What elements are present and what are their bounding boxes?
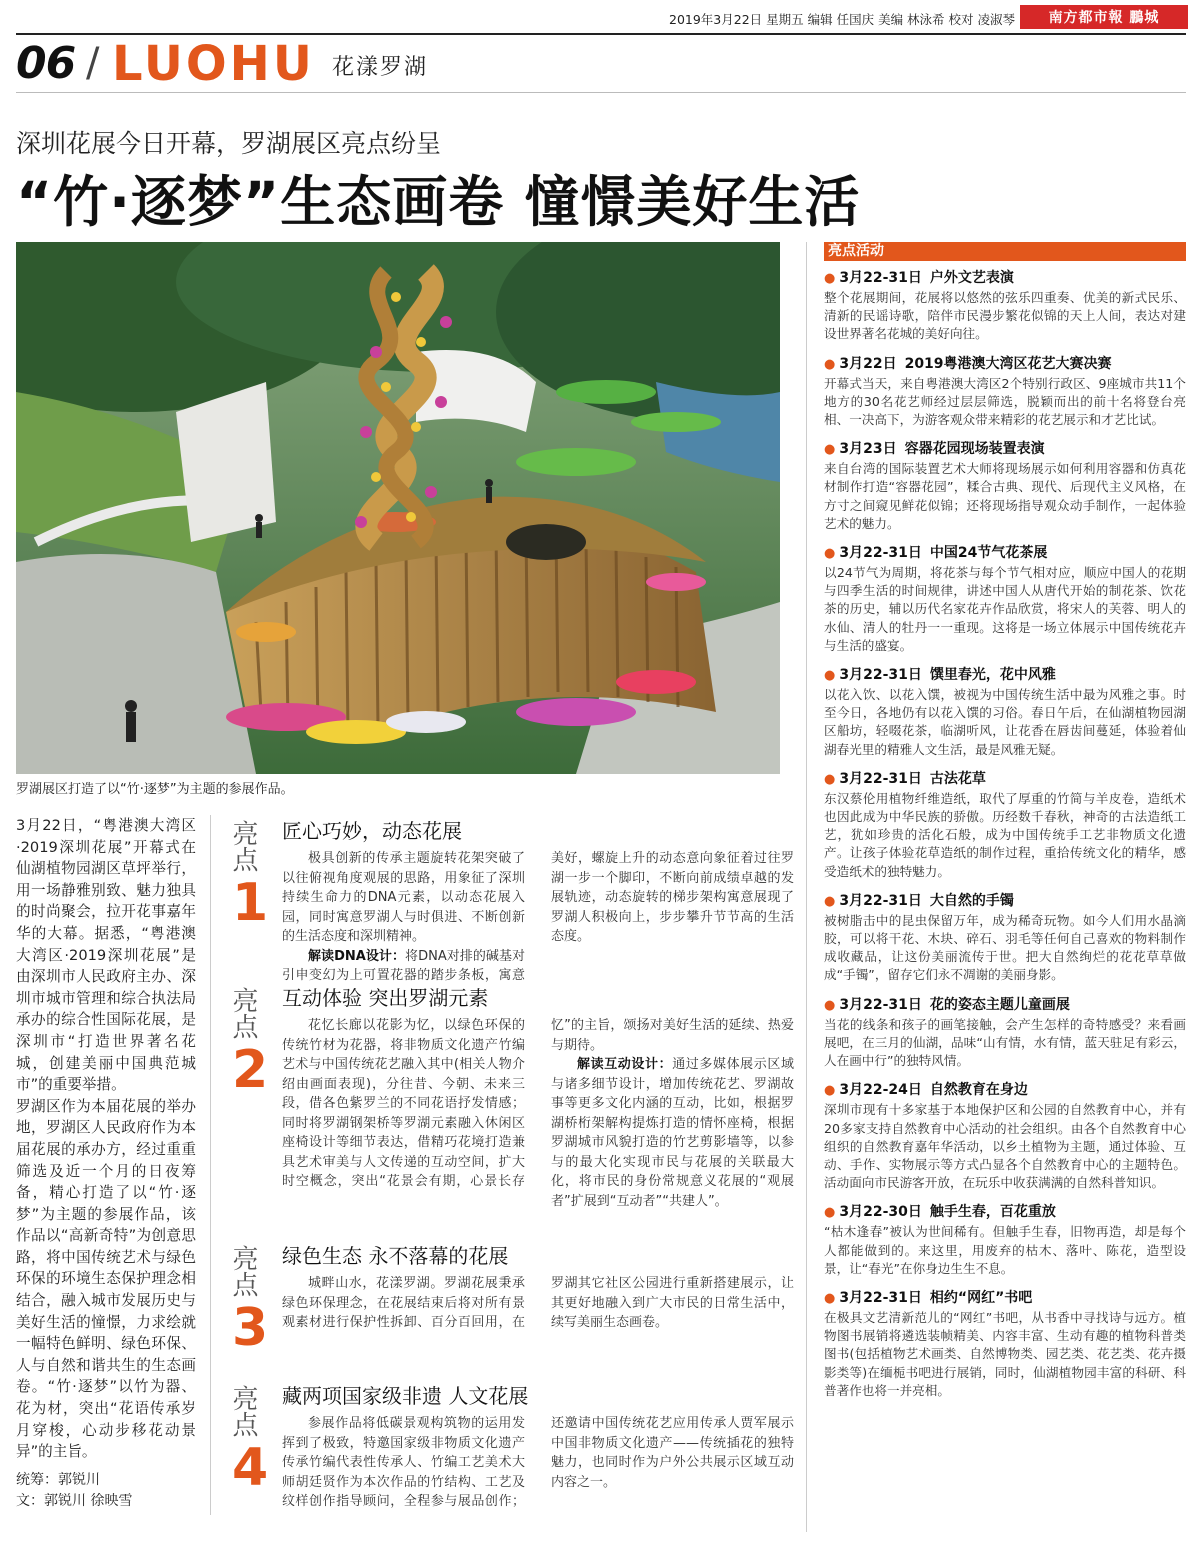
event-description: 被树脂击中的昆虫保留万年，成为稀奇玩物。如今人们用水晶滴胶，可以将干花、木块、碎石、羽毛等任何自己喜欢的物料制作成收藏品，让这份美丽流传于世。把大自然绚烂的花花草草做成“手镯”，留存它们永不凋谢的美丽身影。	[824, 912, 1186, 983]
event-title: 相约“网红”书吧	[929, 1289, 1033, 1306]
event-title-line	[824, 354, 1186, 375]
bullet-icon: ●	[824, 356, 836, 372]
highlight-paragraph: 花忆长廊以花影为忆，以绿色环保的传统竹材为花器，将非物质文化遗产竹编艺术与中国传统花艺融入其中(相关人物介绍由画面表现)，分往昔、今朝、未来三段，借各色紫罗兰的不同花语抒发情感；同时将罗湖钢架桥等罗湖元素融入休闲区座椅设计等细节表达，借精巧花境打造兼具艺术审美与人文传递的互动空间，扩大时空概念，突出“花景会有期，心景长存忆”的主旨，颂扬对美好生活的延续、热爱与期待。	[282, 1018, 794, 1189]
event-description: 以24节气为周期，将花茶与每个节气相对应，顺应中国人的花期与四季生活的时间规律，讲述中国人从唐代开始的制花茶、饮花茶的历史，辅以历代名家花卉作品欣赏，将宋人的芙蓉、明人的水仙、清人的牡丹一一重现。这将是一场立体展示中国传统花卉与生活的盛宴。	[824, 565, 1186, 653]
event-title: 2019粤港澳大湾区花艺大赛决赛	[904, 355, 1112, 372]
event-description: 开幕式当天，来自粤港澳大湾区2个特别行政区、9座城市共11个地方的30名花艺师经过层层筛选，脱颖而出的前十名将登台亮相、一决高下，为游客观众带来精彩的花艺展示和才艺比试。	[824, 375, 1186, 428]
bullet-icon: ●	[824, 1290, 836, 1306]
bullet-icon: ●	[824, 271, 836, 286]
event-item	[824, 1080, 1186, 1192]
event-item	[824, 1202, 1186, 1278]
event-item	[824, 891, 1186, 985]
highlight-number: 3	[232, 1298, 269, 1358]
highlight-4	[228, 1380, 794, 1530]
event-description: 当花的线条和孩子的画笔接触，会产生怎样的奇特感受？来看画展吧，在三月的仙湖，品味“山有情，水有情，蓝天驻足有彩云，人在画中行”的独特风情。	[824, 1016, 1186, 1069]
event-date: 3月22-31日	[839, 545, 922, 562]
highlight-body	[282, 1016, 794, 1211]
lead-text	[16, 815, 196, 1463]
highlight-body	[282, 1414, 794, 1512]
highlight-paragraph: 参展作品将低碳景观构筑物的运用发挥到了极致，特邀国家级非物质文化遗产传承竹编代表性传承人、竹编工艺美术大师胡廷贤作为本次作品的竹结构、工艺及纹样创作指导顾问，全程参与展品创作；还邀请中国传统花艺应用传承人贾军展示中国非物质文化遗产——传统插花的独特魅力，也同时作为户外公共展示区域互动内容之一。	[282, 1416, 794, 1509]
top-rule	[16, 33, 1186, 35]
event-title: 自然教育在身边	[929, 1082, 1028, 1099]
event-date: 3月23日	[839, 441, 897, 458]
event-description: 深圳市现有十多家基于本地保护区和公园的自然教育中心，并有20多家支持自然教育中心活动的社会组织。由各个自然教育中心组织的自然教育嘉年华活动，以乡土植物为主题，通过体验、互动、手作、实物展示等方式凸显各个自然教育中心的主题特色。活动面向市民游客开放，在玩乐中收获满满的自然科普知识。	[824, 1102, 1186, 1191]
event-title-line	[824, 1288, 1186, 1309]
highlight-body	[282, 849, 794, 986]
highlight-number: 4	[232, 1438, 269, 1498]
highlight-number: 2	[232, 1040, 269, 1100]
event-title: 户外文艺表演	[929, 270, 1014, 286]
event-description: 来自台湾的国际装置艺术大师将现场展示如何利用容器和仿真花材制作打造“容器花园”，糅合古典、现代、后现代主义风格，在方寸之间窥见鲜花似锦；还将现场指导观众动手制作，一起体验艺术的魅力。	[824, 461, 1186, 531]
event-title: 古法花草	[929, 770, 986, 787]
page-number: 06	[16, 38, 76, 89]
highlight-paragraph: 将DNA对排的碱基对引申变幻为上可置花器的踏步条板，寓意美好，螺旋上升的动态意向象征着过往罗湖一步一个脚印，不断向前成绩卓越的发展轨迹，动态旋转的梯步架构寓意展现了罗湖人积极向上，步步攀升节节高的生活态度。	[282, 851, 794, 983]
event-title: 大自然的手镯	[929, 892, 1014, 909]
event-date: 3月22-30日	[839, 1204, 922, 1221]
highlight-paragraph: 城畔山水，花漾罗湖。罗湖花展秉承绿色环保理念，在花展结束后将对所有景观素材进行保护性拆卸、百分百回用，在罗湖其它社区公园进行重新搭建展示，让其更好地融入到广大市民的日常生活中，续写美丽生态画卷。	[282, 1276, 794, 1330]
photo-caption: 罗湖展区打造了以“竹·逐梦”为主题的参展作品。	[16, 782, 294, 797]
credit-text: 文：郭锐川 徐映雪	[16, 1493, 133, 1509]
event-title-line	[824, 891, 1186, 912]
highlight-3	[228, 1240, 794, 1360]
headline: “竹·逐梦”生态画卷 憧憬美好生活	[16, 170, 861, 234]
highlight-paragraph: 通过多媒体展示区域与诸多细节设计，增加传统花艺、罗湖故事等更多文化内涵的互动，比如，根据罗湖桥桁架解构提炼打造的情怀座椅，根据罗湖城市风貌打造的竹艺剪影墙等，以参与的最大化实现市民与花展的关联最大化，将市民的身份常规意义花展的“观展者”扩展到“互动者”“共建人”。	[551, 1057, 794, 1209]
event-title-line	[824, 268, 1186, 289]
event-date: 3月22日	[839, 355, 897, 372]
event-description: 在极具文艺清新范儿的“网红”书吧，从书香中寻找诗与远方。植物图书展销将遴选装帧精美、内容丰富、生动有趣的植物科普类图书(包括植物艺术画类、自然博物类、园艺类、花艺类、花卉摄影类等)在缅栀书吧进行展销，同时，仙湖植物园丰富的科研、科普著作也将一并亮相。	[824, 1309, 1186, 1398]
highlight-label: 亮点	[228, 1245, 258, 1297]
event-description: 整个花展期间，花展将以悠然的弦乐四重奏、优美的新式民乐、清新的民谣诗歌，陪伴市民漫步繁花似锦的天上人间，表达对建设世界著名花城的美好向往。	[824, 290, 1186, 342]
bullet-icon: ●	[824, 1205, 836, 1221]
lead-paragraph: 罗湖区作为本届花展的举办地，罗湖区人民政府作为本届花展的承办方，经过重重筛选及近一个月的日夜筹备，精心打造了以“竹·逐梦”为主题的参展作品，该作品以“高新奇特”为创意思路，将中国传统艺术与绿色环保的环境生态保护理念相结合，融入城市发展历史与美好生活的憧憬，力求绘就一幅特色鲜明、绿色环保、人与自然和谐共生的生态画卷。“竹·逐梦”以竹为器、花为材，突出“花语传承岁月穿梭，心动步移花动景异”的主旨。	[16, 1097, 196, 1461]
highlight-title: 匠心巧妙，动态花展	[282, 819, 462, 843]
event-title: 馔里春光，花中风雅	[929, 667, 1056, 684]
column-rule	[806, 242, 807, 1532]
bullet-icon: ●	[824, 442, 836, 458]
highlight-1	[228, 815, 794, 983]
event-title: 中国24节气花茶展	[929, 545, 1048, 562]
credits	[16, 1470, 206, 1512]
event-title-line	[824, 995, 1186, 1016]
section-name-cn: 花漾罗湖	[332, 55, 429, 80]
event-item	[824, 665, 1186, 759]
bullet-icon: ●	[824, 1083, 836, 1099]
event-date: 3月22-31日	[839, 770, 922, 787]
event-title-line	[824, 543, 1186, 564]
event-date: 3月22-31日	[839, 892, 922, 909]
highlight-title: 互动体验 突出罗湖元素	[282, 986, 489, 1010]
event-title-line	[824, 439, 1186, 460]
lead-paragraph: 3月22日，“粤港澳大湾区·2019深圳花展”开幕式在仙湖植物园湖区草坪举行，用一场静雅别致、魅力独具的时尚聚会，拉开花事嘉年华的大幕。据悉，“粤港澳大湾区·2019深圳花展”是由深圳市人民政府主办、深圳市城市管理和综合执法局承办的综合性国际花展，是深圳市“打造世界著名花城，创建美丽中国典范城市”的重要举措。	[16, 817, 196, 1094]
bullet-icon: ●	[824, 893, 836, 909]
event-item	[824, 268, 1186, 344]
event-item	[824, 769, 1186, 881]
event-title-line	[824, 1202, 1186, 1223]
bullet-icon: ●	[824, 771, 836, 787]
kicker: 深圳花展今日开幕，罗湖展区亮点纷呈	[16, 129, 442, 158]
event-title: 花的姿态主题儿童画展	[929, 996, 1070, 1013]
header-slash: /	[86, 40, 100, 86]
event-title: 触手生春，百花重放	[929, 1204, 1056, 1221]
highlight-label: 亮点	[228, 987, 258, 1039]
event-item	[824, 995, 1186, 1071]
event-description: 以花入饮、以花入馔，被视为中国传统生活中最为风雅之事。时至今日，各地仍有以花入馔的习俗。春日午后，在仙湖植物园湖区船坊，轻啜花茶，临湖听风，让花香在唇齿间蔓延，体验着仙湖春光里的精雅人文生活，最是风雅无疑。	[824, 687, 1186, 757]
newspaper-logo: 南方都市報 鵬城	[1020, 5, 1188, 29]
highlight-label: 亮点	[228, 820, 258, 872]
highlight-marker	[228, 982, 270, 1100]
main-photo	[16, 242, 780, 774]
event-description: 东汉蔡伦用植物纤维造纸，取代了厚重的竹简与羊皮卷，造纸术也因此成为中华民族的骄傲。历经数千春秋，神奇的古法造纸工艺，犹如珍贵的活化石般，成为中国传统手工艺非物质文化遗产。让孩子体验花草造纸的制作过程，重拾传统文化的精华，感受造纸术的独特魅力。	[824, 790, 1186, 879]
event-description: “枯木逢春”被认为世间稀有。但触手生春，旧物再造，却是每个人都能做到的。来这里，用废弃的枯木、落叶、陈花，造型设景，让“春光”在你身边生生不息。	[824, 1224, 1186, 1276]
page-info: 2019年3月22日 星期五 编辑 任国庆 美编 林泳希 校对 凌淑琴	[669, 12, 1015, 27]
header-rule	[16, 92, 1186, 93]
event-title: 容器花园现场装置表演	[904, 441, 1045, 458]
event-date: 3月22-31日	[839, 1289, 922, 1306]
event-item	[824, 354, 1186, 430]
highlight-marker	[228, 1380, 270, 1498]
highlight-subhead: 解读互动设计：	[577, 1057, 673, 1072]
event-title-line	[824, 1080, 1186, 1101]
highlight-subhead: 解读DNA设计：	[308, 948, 406, 964]
events-list	[824, 268, 1186, 1410]
bullet-icon: ●	[824, 668, 836, 684]
highlight-marker	[228, 815, 270, 933]
bullet-icon: ●	[824, 997, 836, 1013]
highlight-title: 藏两项国家级非遗 人文花展	[282, 1384, 529, 1408]
section-name: LUOHU	[112, 36, 315, 92]
event-date: 3月22-31日	[839, 667, 922, 684]
event-date: 3月22-31日	[839, 996, 922, 1013]
highlight-label: 亮点	[228, 1385, 258, 1437]
highlight-title: 绿色生态 永不落幕的花展	[282, 1244, 509, 1268]
credit-plan: 统筹：郭锐川	[16, 1472, 100, 1488]
highlight-body	[282, 1274, 794, 1333]
events-header: 亮点活动	[824, 242, 1186, 261]
highlight-marker	[228, 1240, 270, 1358]
flower-exhibit-photo	[16, 242, 780, 774]
event-title-line	[824, 769, 1186, 790]
event-item	[824, 543, 1186, 655]
event-title-line	[824, 665, 1186, 686]
highlight-number: 1	[232, 873, 269, 933]
event-date: 3月22-31日	[839, 270, 922, 286]
event-item	[824, 1288, 1186, 1400]
event-item	[824, 439, 1186, 533]
highlight-paragraph: 极具创新的传承主题旋转花架突破了以往俯视角度观展的思路，用象征了深圳持续生命力的DNA元素，以动态花展入园，同时寓意罗湖人与时俱进、不断创新的生活态度和深圳精神。	[282, 851, 525, 944]
event-date: 3月22-24日	[839, 1082, 922, 1099]
bullet-icon: ●	[824, 546, 836, 562]
column-rule	[210, 815, 211, 1515]
highlight-2	[228, 982, 794, 1222]
